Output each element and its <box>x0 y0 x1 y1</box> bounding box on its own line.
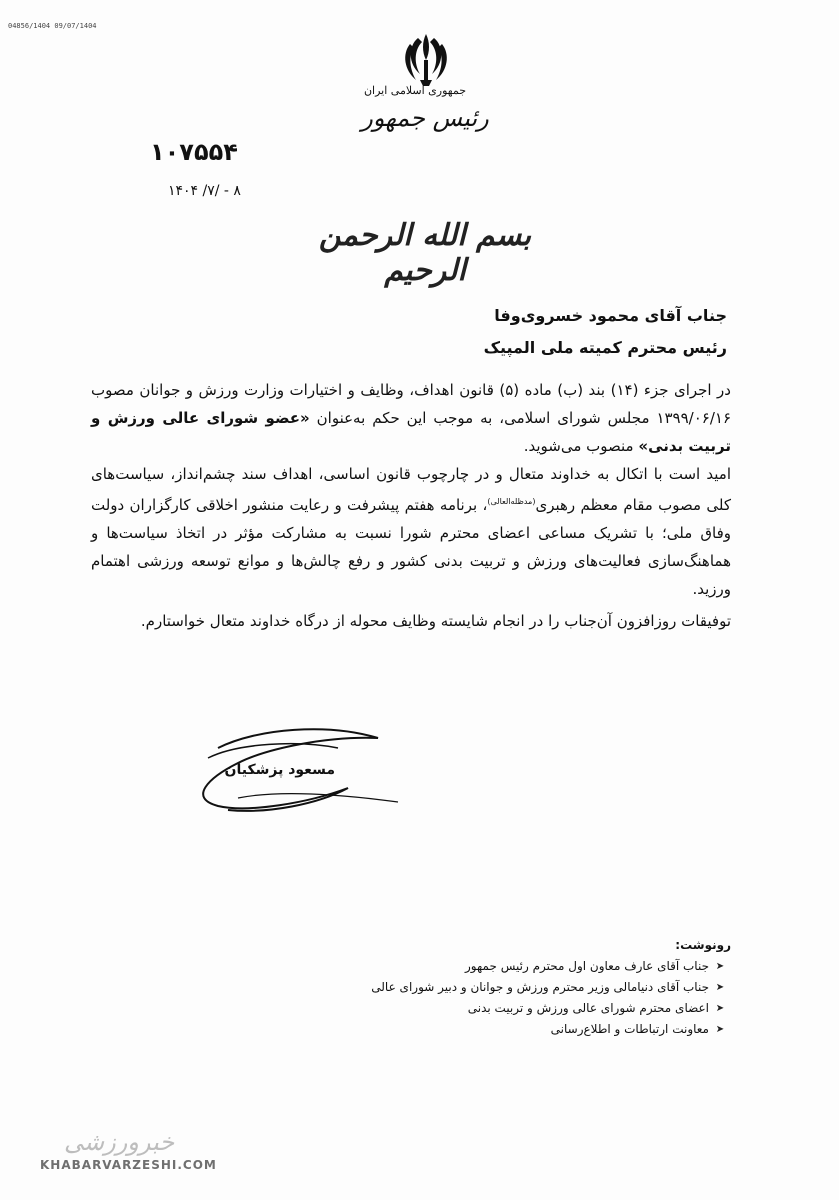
carbon-copy-block <box>171 938 731 1040</box>
letter-body <box>91 376 731 635</box>
paragraph-3: توفیقات روزافزون آن‌جناب را در انجام شایسته وظایف محوله از درگاه خداوند متعال خواستارم. <box>140 612 731 630</box>
office-title: رئیس جمهور <box>361 104 489 132</box>
recipient-block <box>227 300 727 364</box>
arrow-bullet-icon: ➤ <box>715 1003 725 1014</box>
cc-item <box>171 956 731 977</box>
iran-emblem-icon <box>400 30 452 88</box>
paragraph-1-text: در اجرای جزء (۱۴) بند (ب) ماده (۵) قانون اهداف، وظایف و اختیارات وزارت ورزش و جوانان مصوب ۱۳۹۹/۰۶/۱۶ مجلس شورای اسلامی، به موجب این حکم به‌عنوان <box>91 381 731 427</box>
cc-item-text: جناب آقای عارف معاون اول محترم رئیس جمهور <box>465 959 709 973</box>
cc-item <box>171 1019 731 1040</box>
arrow-bullet-icon: ➤ <box>715 961 725 972</box>
appointment-title: «عضو شورای عالی ورزش و تربیت بدنی» <box>91 409 731 455</box>
basmala: بسم الله الرحمن الرحیم <box>318 218 532 288</box>
arrow-bullet-icon: ➤ <box>715 1024 725 1035</box>
organization-name: جمهوری اسلامی ایران <box>363 84 467 97</box>
cc-item <box>171 998 731 1019</box>
paragraph-1-end: منصوب می‌شوید. <box>523 437 634 455</box>
honorific-superscript: (مدظله‌العالی) <box>487 497 536 506</box>
cc-title: رونوشت: <box>675 938 731 952</box>
recipient-name: جناب آقای محمود خسروی‌وفا <box>494 306 727 325</box>
cc-item <box>171 977 731 998</box>
cc-item-text: معاونت ارتباطات و اطلاع‌رسانی <box>550 1022 709 1036</box>
letter-number: ۱۰۷۵۵۴ <box>150 138 238 166</box>
watermark-logo: خبرورزشی <box>64 1128 175 1156</box>
cc-item-text: اعضای محترم شورای عالی ورزش و تربیت بدنی <box>467 1001 709 1015</box>
cc-item-text: جناب آقای دنیامالی وزیر محترم ورزش و جوانان و دبیر شورای عالی <box>371 980 709 994</box>
letter-date: ۱۴۰۴ /۷/ - ۸ <box>168 183 241 199</box>
recipient-title: رئیس محترم کمیته ملی المپیک <box>483 338 727 357</box>
paragraph-2 <box>91 460 731 603</box>
paragraph-2-end: ، برنامه هفتم پیشرفت و رعایت منشور اخلاقی کارگزاران دولت وفاق ملی؛ با تشریک مساعی اعضای محترم شورا نسبت به مشارکت مؤثر در اتخاذ سیاست‌ها و هماهنگ‌سازی فعالیت‌های ورزش و تربیت بدنی کشور و رفع چالش‌ها و موانع توسعه ورزشی اهتمام ورزید. <box>91 496 731 598</box>
signatory-name: مسعود پزشکیان <box>224 762 335 778</box>
paragraph-2-text: امید است با اتکال به خداوند متعال و در چارچوب قانون اساسی، اهداف سند چشم‌انداز، سیاست‌های کلی مصوب مقام معظم رهبری <box>91 465 731 514</box>
top-reference-codes: 04856/1404 09/07/1404 <box>8 22 97 30</box>
paragraph-1 <box>91 376 731 460</box>
arrow-bullet-icon: ➤ <box>715 982 725 993</box>
watermark-url: KHABARVARZESHI.COM <box>40 1158 217 1172</box>
